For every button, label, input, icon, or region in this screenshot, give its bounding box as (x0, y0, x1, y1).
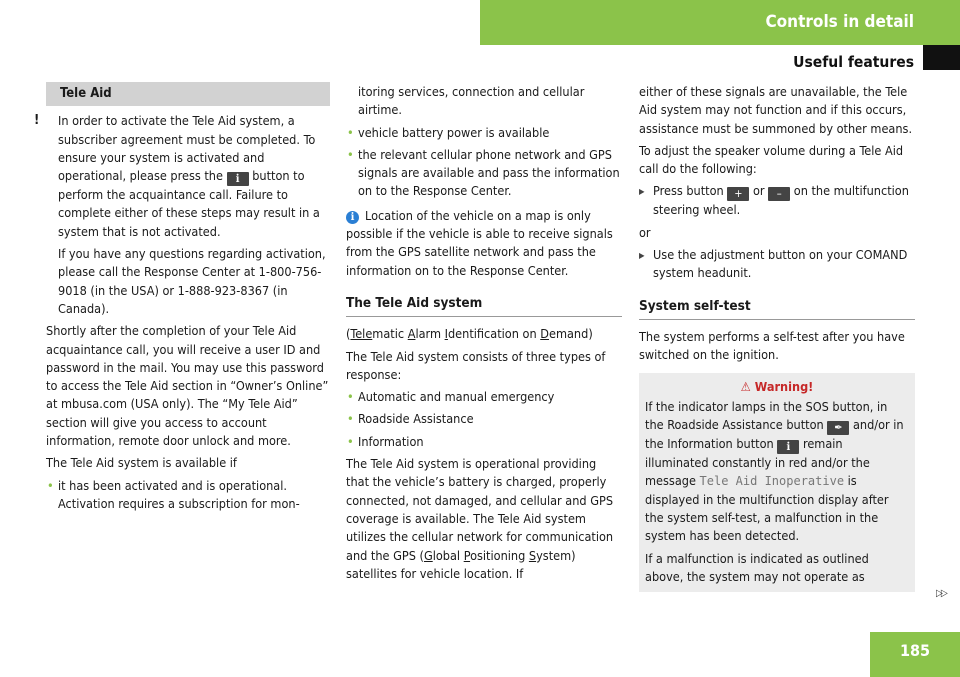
note-paragraph (58, 112, 330, 241)
paragraph: The system performs a self-test after you have switched on the ignition. (639, 328, 905, 363)
chapter-header (480, 0, 960, 45)
warning-text: is displayed in the multifunction display after the system self-test, a malfunction in the system has been detected. (645, 473, 889, 544)
info-icon: i (346, 211, 359, 224)
warning-text: remain illuminated constantly in red and/or the message (645, 436, 870, 489)
heading-system-self-test: System self-test (639, 297, 915, 320)
step-text: on the multifunction steering wheel. (653, 183, 909, 218)
text-part: S (528, 547, 537, 563)
page-number: 185 (870, 632, 960, 677)
step-text: Press button (653, 183, 724, 199)
step-item: ▶ Use the adjustment button on your COMAND system headunit. (639, 246, 915, 283)
acronym-part: A (407, 326, 416, 342)
acronym-part: matic (372, 326, 408, 342)
note-exclamation-icon: ! (34, 113, 40, 129)
warning-paragraph: If a malfunction is indicated as outlined above, the system may not operate as (645, 550, 869, 584)
or-text: or (639, 224, 651, 240)
column-3 (639, 83, 915, 592)
acronym-line: (Telematic Alarm Identification on Demand) (346, 326, 593, 342)
text-part: lobal (432, 547, 464, 563)
paragraph: Shortly after the completion of your Tele Aid acquaintance call, you will receive a user ID and password in the mail. You may use this password to access the Tele Aid section in “Owner’s Online” at mbusa.com (USA only). The “My Tele Aid” section will give you access to account information, remote door unlock and more. (46, 323, 329, 449)
bullet-item: • the relevant cellular phone network and GPS signals are available and pass the information on to the Response Center. (346, 146, 622, 201)
note-paragraph: If you have any questions regarding activation, please call the Response Center at 1-800-756-9018 (in the USA) or 1-888-923-8367 (in Canada). (58, 246, 326, 316)
text-part: ystem) satellites for vehicle location. If (346, 547, 576, 581)
acronym-part: D (540, 326, 549, 342)
warning-paragraph (645, 398, 909, 546)
text-part: ositioning (470, 547, 526, 563)
bullet-item: • Information (346, 433, 622, 451)
bullet-item: • vehicle battery power is available (346, 124, 622, 142)
paragraph: To adjust the speaker volume during a Tele Aid call do the following: (639, 142, 904, 177)
acronym-part: Tele (350, 326, 373, 342)
header-tab (923, 45, 960, 70)
roadside-wrench-button-icon: ✒ (827, 421, 849, 435)
note-text: In order to activate the Tele Aid system, a subscriber agreement must be completed. To ensure your system is activated and operational, please press the (58, 113, 316, 184)
step-text: or (752, 183, 765, 199)
warning-text: If the indicator lamps in the SOS button, in the Roadside Assistance button (645, 398, 888, 433)
bullet-continuation: itoring services, connection and cellular airtime. (358, 84, 585, 118)
paragraph (346, 455, 622, 583)
acronym-part: dentification on (447, 326, 541, 342)
acronym-part: emand (548, 326, 589, 342)
step-item (639, 182, 915, 219)
warning-title: Warning! (754, 378, 814, 394)
display-message: Tele Aid Inoperative (699, 474, 845, 489)
paragraph: The Tele Aid system consists of three types of response: (346, 348, 606, 382)
section-title-bar: Tele Aid (46, 82, 330, 106)
plus-button-icon: + (727, 187, 749, 201)
column-2 (346, 83, 622, 587)
bullet-item: • it has been activated and is operational. Activation requires a subscription for mon- (46, 477, 330, 514)
section-subtitle: Useful features (793, 53, 914, 71)
acronym-part: larm (415, 326, 445, 342)
minus-button-icon: – (768, 187, 790, 201)
bullet-item: • Automatic and manual emergency (346, 388, 622, 406)
bullet-item: • Roadside Assistance (346, 410, 622, 428)
text-part: The Tele Aid system is operational providing that the vehicle’s battery is charged, properly connected, not damaged, and cellular and GPS coverage is available. The Tele Aid system utilizes the cellular network for communication and the GPS ( (346, 456, 614, 563)
heading-tele-aid-system: The Tele Aid system (346, 294, 622, 317)
text-part: P (463, 547, 471, 563)
warning-box (639, 373, 915, 593)
chapter-title: Controls in detail (765, 12, 914, 32)
warning-header (645, 378, 909, 396)
column-1 (34, 82, 330, 517)
note-text: button to perform the acquaintance call. Failure to complete either of these steps may result in a system that is not activated. (58, 168, 320, 239)
info-note (346, 207, 622, 280)
info-phone-button-icon: ℹ (777, 440, 799, 454)
paragraph: either of these signals are unavailable, the Tele Aid system may not function and if this occurs, assistance must be summoned by other means. (639, 84, 913, 136)
info-phone-button-icon: ℹ (227, 172, 249, 186)
warning-text: and/or in the Information button (645, 417, 904, 452)
text-part: G (423, 547, 433, 563)
acronym-part: I (444, 326, 448, 342)
info-text: Location of the vehicle on a map is only possible if the vehicle is able to receive signals from the GPS satellite network and pass the information on to the Response Center. (346, 207, 613, 278)
warning-triangle-icon: ⚠ (740, 378, 751, 394)
continue-arrows-icon: ▷▷ (936, 588, 946, 599)
note-block (34, 112, 330, 318)
paragraph: The Tele Aid system is available if (46, 455, 237, 471)
